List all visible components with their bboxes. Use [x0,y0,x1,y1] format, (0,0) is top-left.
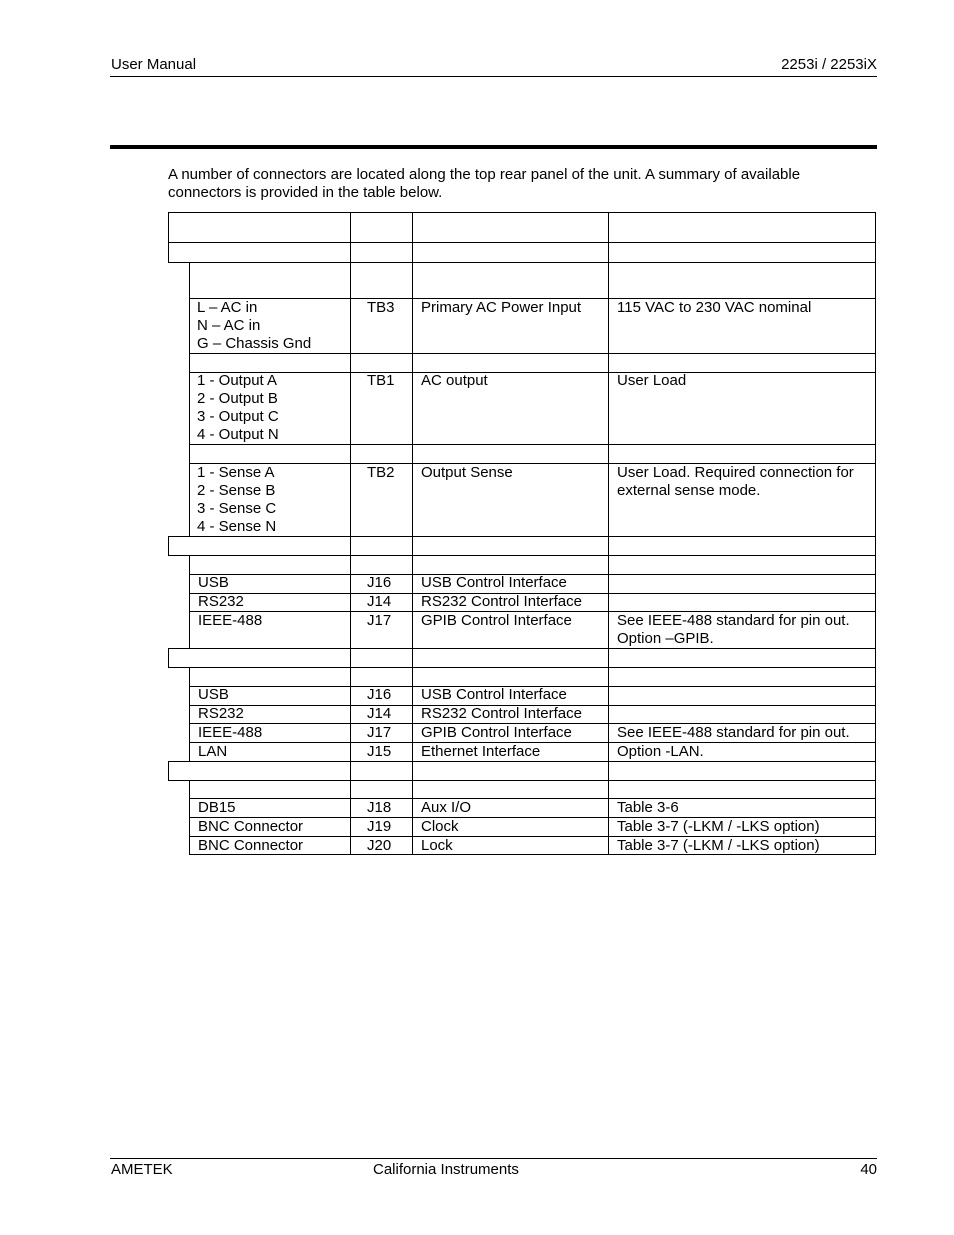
subheading-cell [608,667,876,687]
ref-label: TB3 [367,299,395,316]
table-header-cell [350,212,413,243]
group-heading-cell [608,648,876,668]
connector-name: BNC Connector [198,818,304,835]
description-label: See IEEE-488 standard for pin out. [617,724,850,741]
subheading-cell [412,555,609,575]
subheading-cell [412,667,609,687]
ref-label: J16 [367,574,392,591]
description-label: 115 VAC to 230 VAC nominal [617,299,812,316]
page-number: 40 [860,1161,877,1178]
connector-name: USB [198,686,229,703]
table-header-cell [412,212,609,243]
ref-label: J16 [367,686,392,703]
subheading-cell [608,780,876,799]
ref-label: TB1 [367,372,395,389]
connector-name: BNC Connector [198,837,304,854]
pin-label: 3 - Sense C [197,500,277,517]
function-label: Output Sense [421,464,513,481]
subheading-cell [350,353,413,373]
subheading-cell [350,262,413,299]
function-label: Ethernet Interface [421,743,541,760]
group-heading-cell [350,536,413,556]
group-heading-cell [168,536,351,556]
ref-label: J18 [367,799,392,816]
table-cell [608,593,876,612]
subheading-cell [412,780,609,799]
function-label: RS232 Control Interface [421,705,582,722]
pin-label: 4 - Output N [197,426,279,443]
group-heading-cell [608,761,876,781]
group-heading-cell [350,648,413,668]
subheading-cell [189,667,351,687]
subheading-cell [350,780,413,799]
connector-name: RS232 [198,593,244,610]
footer-left: AMETEK [111,1161,173,1178]
group-heading-cell [412,648,609,668]
function-label: GPIB Control Interface [421,724,572,741]
group-heading-cell [608,536,876,556]
connector-table [168,212,876,855]
description-label: Option -LAN. [617,743,704,760]
group-heading-cell [412,761,609,781]
ref-label: J14 [367,705,392,722]
subheading-cell [189,262,351,299]
ref-label: J14 [367,593,392,610]
function-label: Clock [421,818,459,835]
pin-label: 2 - Output B [197,390,278,407]
subheading-cell [350,667,413,687]
function-label: Primary AC Power Input [421,299,582,316]
group-heading-cell [350,242,413,263]
subheading-cell [608,262,876,299]
group-heading-cell [168,761,351,781]
group-heading-cell [350,761,413,781]
ref-label: J17 [367,612,392,629]
pin-label: 2 - Sense B [197,482,276,499]
subheading-cell [189,780,351,799]
page-header-left: User Manual [111,56,197,73]
connector-name: IEEE-488 [198,724,263,741]
description-label: Table 3-7 (-LKM / -LKS option) [617,818,820,835]
description-label: See IEEE-488 standard for pin out. [617,612,850,629]
function-label: GPIB Control Interface [421,612,572,629]
subheading-cell [412,353,609,373]
function-label: RS232 Control Interface [421,593,582,610]
page-header-right: 2253i / 2253iX [781,56,877,73]
header-divider [110,76,877,77]
subheading-cell [189,555,351,575]
function-label: AC output [421,372,488,389]
footer-center: California Instruments [373,1161,519,1178]
connector-name: LAN [198,743,228,760]
description-label: User Load [617,372,687,389]
description-label: external sense mode. [617,482,761,499]
pin-label: G – Chassis Gnd [197,335,312,352]
section-divider [110,145,877,149]
ref-label: J20 [367,837,392,854]
subheading-cell [189,444,351,464]
description-label: Table 3-6 [617,799,679,816]
pin-label: 3 - Output C [197,408,279,425]
pin-label: 4 - Sense N [197,518,277,535]
function-label: Aux I/O [421,799,472,816]
ref-label: J17 [367,724,392,741]
subheading-cell [412,262,609,299]
description-label: Table 3-7 (-LKM / -LKS option) [617,837,820,854]
connector-name: DB15 [198,799,236,816]
ref-label: J15 [367,743,392,760]
function-label: Lock [421,837,453,854]
ref-label: TB2 [367,464,395,481]
subheading-cell [412,444,609,464]
connector-name: IEEE-488 [198,612,263,629]
subheading-cell [350,555,413,575]
description-label: User Load. Required connection for [617,464,854,481]
intro-paragraph: A number of connectors are located along the top rear panel of the unit. A summary of available connectors is provided in the table below. [168,166,801,201]
pin-label: N – AC in [197,317,261,334]
connector-name: USB [198,574,229,591]
subheading-cell [350,444,413,464]
subheading-cell [608,444,876,464]
pin-label: 1 - Sense A [197,464,275,481]
group-heading-cell [608,242,876,263]
table-header-cell [168,212,351,243]
table-cell [608,574,876,594]
subheading-cell [189,353,351,373]
table-header-cell [608,212,876,243]
pin-label: 1 - Output A [197,372,278,389]
table-cell [608,705,876,724]
ref-label: J19 [367,818,392,835]
group-heading-cell [168,648,351,668]
description-label: Option –GPIB. [617,630,714,647]
function-label: USB Control Interface [421,574,567,591]
group-heading-cell [412,242,609,263]
subheading-cell [608,353,876,373]
table-cell [608,686,876,706]
footer-divider [110,1158,877,1159]
pin-label: L – AC in [197,299,258,316]
subheading-cell [608,555,876,575]
connector-name: RS232 [198,705,244,722]
function-label: USB Control Interface [421,686,567,703]
group-heading-cell [412,536,609,556]
group-heading-cell [168,242,351,263]
